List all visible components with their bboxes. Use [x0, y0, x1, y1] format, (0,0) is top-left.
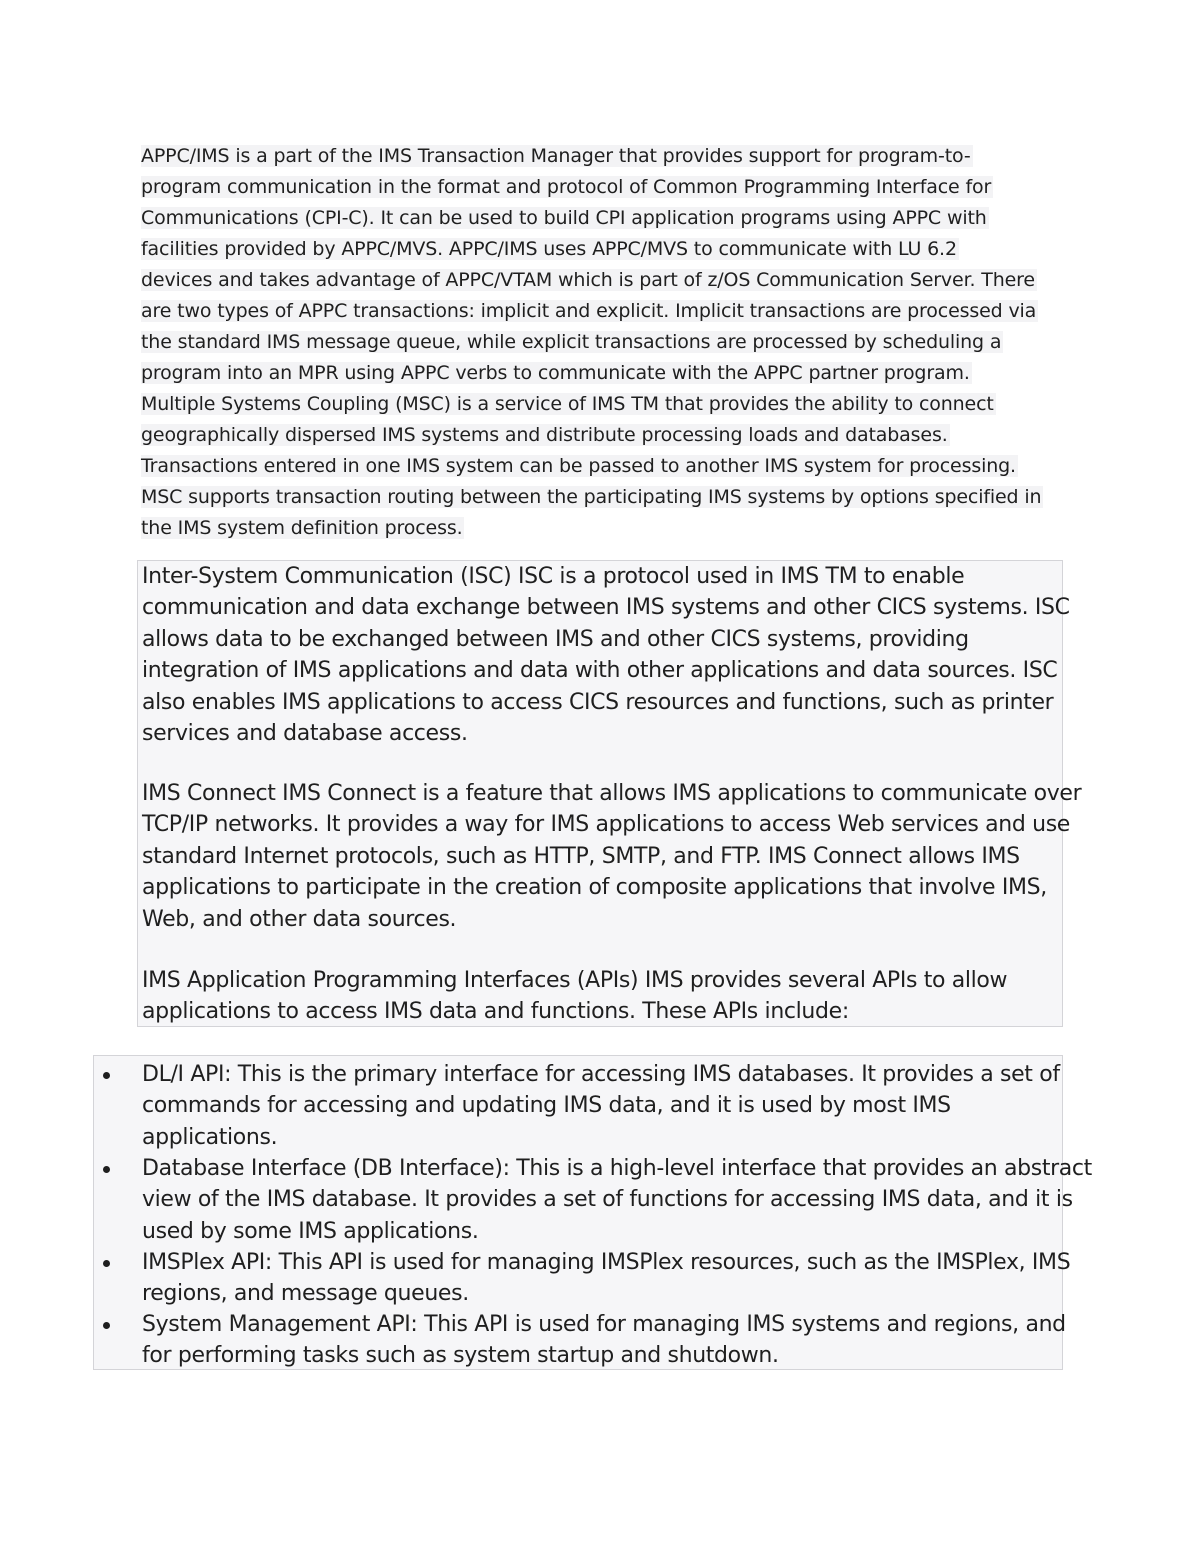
list-item-line: commands for accessing and updating IMS data, and it is used by most IMS — [142, 1093, 951, 1119]
list-item-line: System Management API: This API is used for managing IMS systems and regions, and — [142, 1312, 1066, 1337]
paragraph-line: APPC/IMS is a part of the IMS Transaction Manager that provides support for program-to- — [141, 145, 971, 167]
ims-connect-paragraph — [142, 778, 1082, 935]
paragraph-line: Multiple Systems Coupling (MSC) is a service of IMS TM that provides the ability to connect — [141, 393, 994, 415]
bullet-icon — [103, 1260, 110, 1267]
paragraph-line: program communication in the format and protocol of Common Programming Interface for — [141, 176, 992, 198]
paragraph-line: also enables IMS applications to access CICS resources and functions, such as printer — [142, 689, 1054, 715]
isc-connect-api-box — [137, 560, 1082, 1027]
paragraph-line: services and database access. — [142, 720, 468, 746]
api-list-box — [93, 1055, 1092, 1370]
bullet-icon — [103, 1322, 110, 1329]
paragraph-line: program into an MPR using APPC verbs to communicate with the APPC partner program. — [141, 362, 970, 384]
paragraph-line: the IMS system definition process. — [141, 517, 463, 539]
list-item-line: IMSPlex API: This API is used for managing IMSPlex resources, such as the IMSPlex, IMS — [142, 1250, 1071, 1275]
paragraph-line: Web, and other data sources. — [142, 906, 457, 932]
paragraph-line: Inter-System Communication (ISC) ISC is a protocol used in IMS TM to enable — [142, 564, 965, 589]
list-item-line: DL/I API: This is the primary interface for accessing IMS databases. It provides a set of — [142, 1062, 1060, 1087]
paragraph-line: Transactions entered in one IMS system can be passed to another IMS system for processing. — [141, 455, 1016, 477]
appc-msc-paragraph — [141, 141, 1063, 544]
api-intro-paragraph — [142, 965, 1062, 1028]
paragraph-line: allows data to be exchanged between IMS and other CICS systems, providing — [142, 626, 969, 652]
paragraph-line: the standard IMS message queue, while explicit transactions are processed by scheduling a — [141, 331, 1002, 353]
isc-paragraph — [142, 561, 1070, 749]
paragraph-line: MSC supports transaction routing between the participating IMS systems by options specified in — [141, 486, 1042, 508]
bullet-icon — [103, 1166, 110, 1173]
paragraph-line: integration of IMS applications and data with other applications and data sources. ISC — [142, 658, 1058, 684]
list-item-line: view of the IMS database. It provides a set of functions for accessing IMS data, and it is — [142, 1187, 1073, 1213]
list-item-line: for performing tasks such as system startup and shutdown. — [142, 1343, 779, 1369]
paragraph-line: are two types of APPC transactions: implicit and explicit. Implicit transactions are processed via — [141, 300, 1037, 322]
list-item-line: regions, and message queues. — [142, 1281, 469, 1307]
paragraph-line: applications to participate in the creation of composite applications that involve IMS, — [142, 875, 1047, 901]
paragraph-line: communication and data exchange between IMS systems and other CICS systems. ISC — [142, 595, 1070, 621]
paragraph-line: applications to access IMS data and functions. These APIs include: — [142, 999, 849, 1025]
bullet-icon — [103, 1072, 110, 1079]
paragraph-line: facilities provided by APPC/MVS. APPC/IMS uses APPC/MVS to communicate with LU 6.2 — [141, 238, 957, 260]
list-item-line: used by some IMS applications. — [142, 1218, 479, 1244]
paragraph-line: IMS Application Programming Interfaces (APIs) IMS provides several APIs to allow — [142, 968, 1008, 993]
paragraph-line: Communications (CPI-C). It can be used to build CPI application programs using APPC with — [141, 207, 987, 229]
list-item-line: applications. — [142, 1124, 278, 1150]
paragraph-line: devices and takes advantage of APPC/VTAM which is part of z/OS Communication Server. There — [141, 269, 1035, 291]
paragraph-line: IMS Connect IMS Connect is a feature that allows IMS applications to communicate over — [142, 781, 1082, 806]
list-item-line: Database Interface (DB Interface): This is a high-level interface that provides an abstract — [142, 1156, 1092, 1181]
paragraph-line: geographically dispersed IMS systems and distribute processing loads and databases. — [141, 424, 948, 446]
paragraph-line: standard Internet protocols, such as HTTP, SMTP, and FTP. IMS Connect allows IMS — [142, 843, 1020, 869]
paragraph-line: TCP/IP networks. It provides a way for IMS applications to access Web services and use — [142, 812, 1070, 838]
